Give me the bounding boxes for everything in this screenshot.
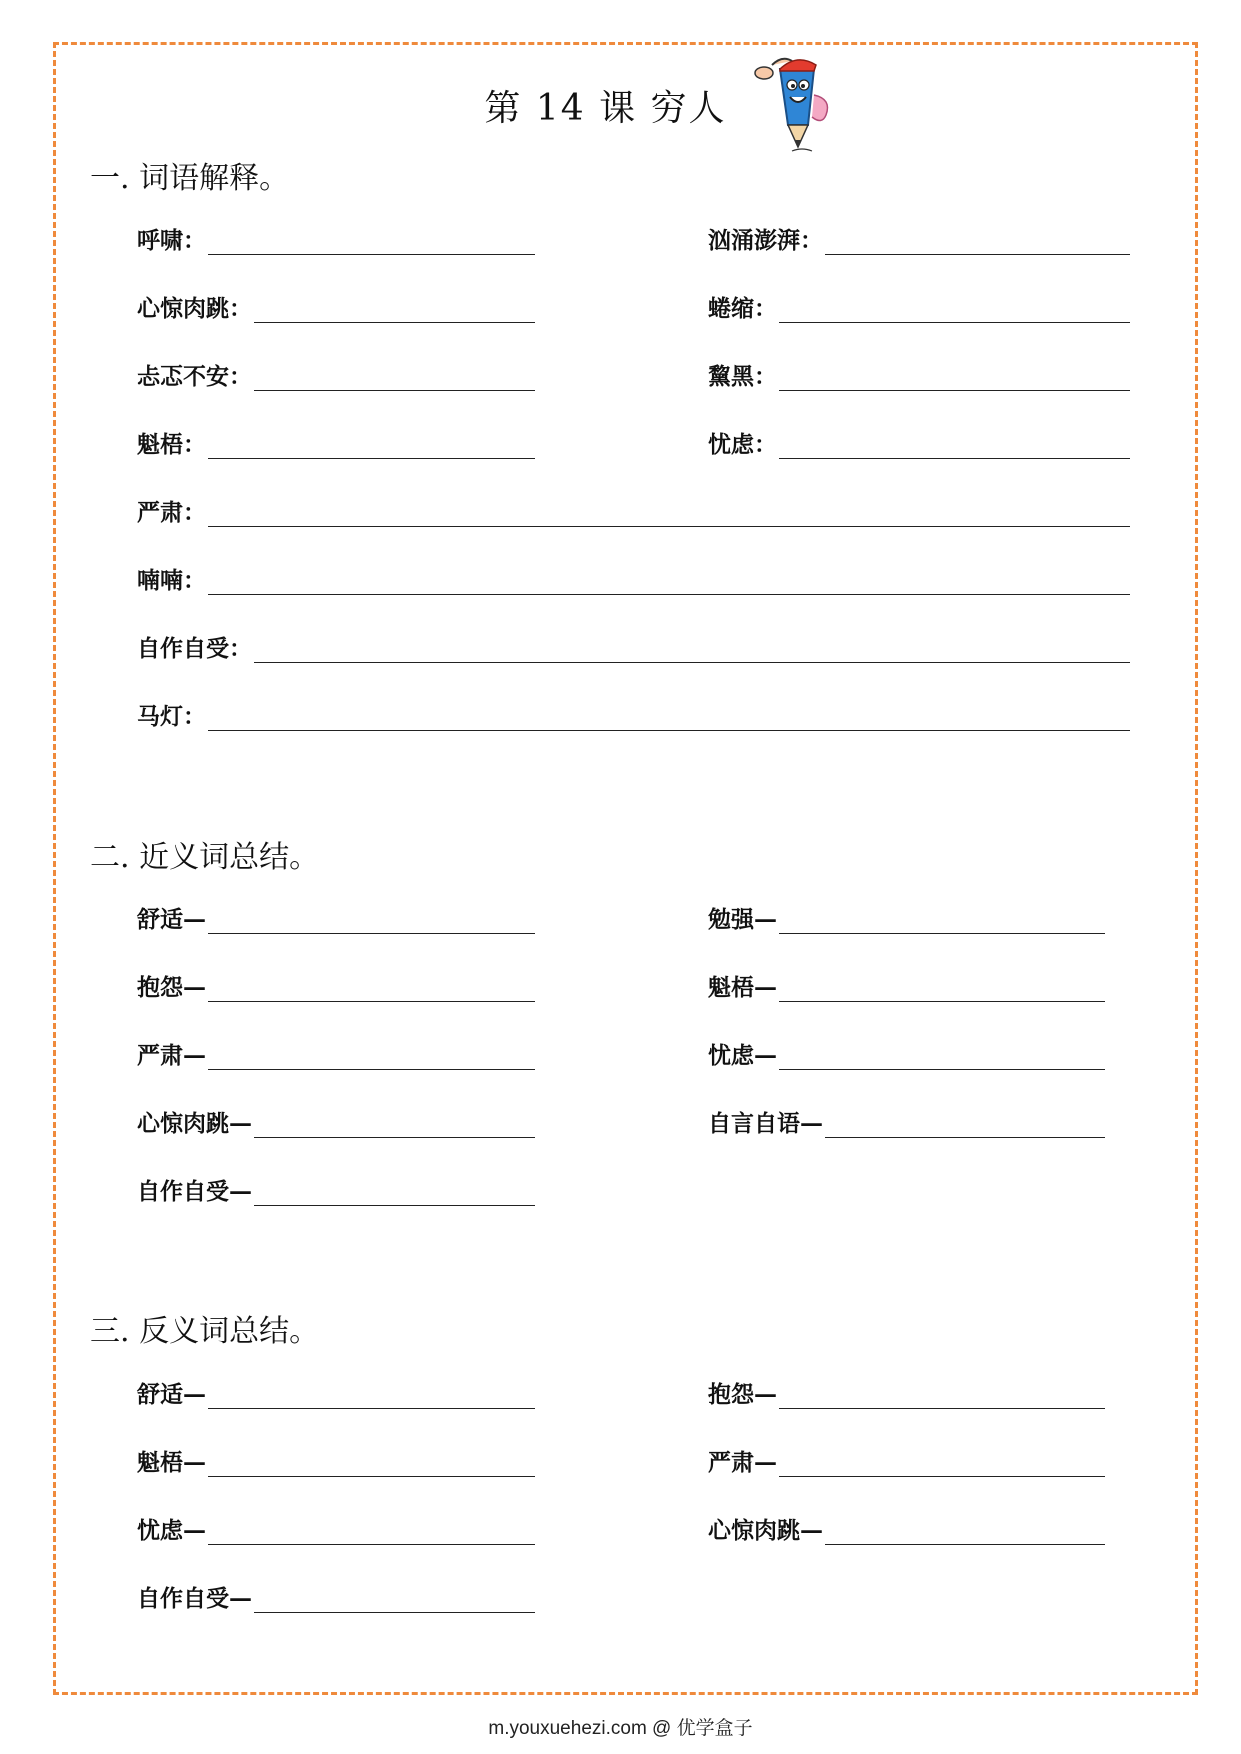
- answer-line[interactable]: [208, 568, 1130, 595]
- pencil-mascot-icon: [752, 55, 842, 155]
- answer-line[interactable]: [779, 1043, 1105, 1070]
- answer-line[interactable]: [254, 1111, 535, 1138]
- synonym-item: 勉强—: [708, 900, 1105, 934]
- definition-item: 心惊肉跳：: [137, 289, 535, 323]
- definition-item: 马灯：: [137, 697, 1130, 731]
- answer-line[interactable]: [779, 907, 1105, 934]
- answer-line[interactable]: [254, 1179, 535, 1206]
- answer-line[interactable]: [208, 907, 535, 934]
- answer-line[interactable]: [254, 296, 535, 323]
- synonym-item: 自言自语—: [708, 1104, 1105, 1138]
- answer-line[interactable]: [208, 975, 535, 1002]
- answer-line[interactable]: [208, 1450, 535, 1477]
- answer-line[interactable]: [779, 975, 1105, 1002]
- answer-line[interactable]: [825, 1518, 1105, 1545]
- synonym-item: 严肃—: [137, 1036, 535, 1070]
- answer-line[interactable]: [779, 364, 1130, 391]
- antonym-item: 舒适—: [137, 1375, 535, 1409]
- section-heading-synonyms: 二. 近义词总结。: [90, 840, 320, 875]
- page-title: 第 14 课 穷人: [484, 88, 727, 129]
- antonym-item: 心惊肉跳—: [708, 1511, 1105, 1545]
- answer-line[interactable]: [208, 1382, 535, 1409]
- definition-item: 魁梧：: [137, 425, 535, 459]
- synonym-item: 自作自受—: [137, 1172, 535, 1206]
- footer-watermark: m.youxuehezi.com @ 优学盒子: [488, 1718, 753, 1739]
- synonym-item: 抱怨—: [137, 968, 535, 1002]
- answer-line[interactable]: [208, 1518, 535, 1545]
- antonym-item: 严肃—: [708, 1443, 1105, 1477]
- answer-line[interactable]: [254, 364, 535, 391]
- definition-item: 蜷缩：: [708, 289, 1130, 323]
- answer-line[interactable]: [208, 1043, 535, 1070]
- synonym-item: 舒适—: [137, 900, 535, 934]
- answer-line[interactable]: [208, 432, 535, 459]
- answer-line[interactable]: [779, 1382, 1105, 1409]
- answer-line[interactable]: [779, 296, 1130, 323]
- answer-line[interactable]: [254, 1586, 535, 1613]
- definition-item: 呼啸：: [137, 221, 535, 255]
- answer-line[interactable]: [254, 636, 1130, 663]
- definition-item: 忧虑：: [708, 425, 1130, 459]
- definition-item: 忐忑不安：: [137, 357, 535, 391]
- section-heading-antonyms: 三. 反义词总结。: [90, 1314, 320, 1349]
- answer-line[interactable]: [779, 1450, 1105, 1477]
- definition-item: 严肃：: [137, 493, 1130, 527]
- synonym-item: 魁梧—: [708, 968, 1105, 1002]
- answer-line[interactable]: [208, 228, 535, 255]
- synonym-item: 忧虑—: [708, 1036, 1105, 1070]
- definition-item: 喃喃：: [137, 561, 1130, 595]
- antonym-item: 忧虑—: [137, 1511, 535, 1545]
- answer-line[interactable]: [825, 1111, 1105, 1138]
- answer-line[interactable]: [208, 704, 1130, 731]
- section-heading-definitions: 一. 词语解释。: [90, 161, 290, 196]
- antonym-item: 抱怨—: [708, 1375, 1105, 1409]
- definition-item: 黧黑：: [708, 357, 1130, 391]
- answer-line[interactable]: [208, 500, 1130, 527]
- answer-line[interactable]: [825, 228, 1130, 255]
- answer-line[interactable]: [779, 432, 1130, 459]
- antonym-item: 自作自受—: [137, 1579, 535, 1613]
- definition-item: 自作自受：: [137, 629, 1130, 663]
- synonym-item: 心惊肉跳—: [137, 1104, 535, 1138]
- definition-item: 汹涌澎湃：: [708, 221, 1130, 255]
- antonym-item: 魁梧—: [137, 1443, 535, 1477]
